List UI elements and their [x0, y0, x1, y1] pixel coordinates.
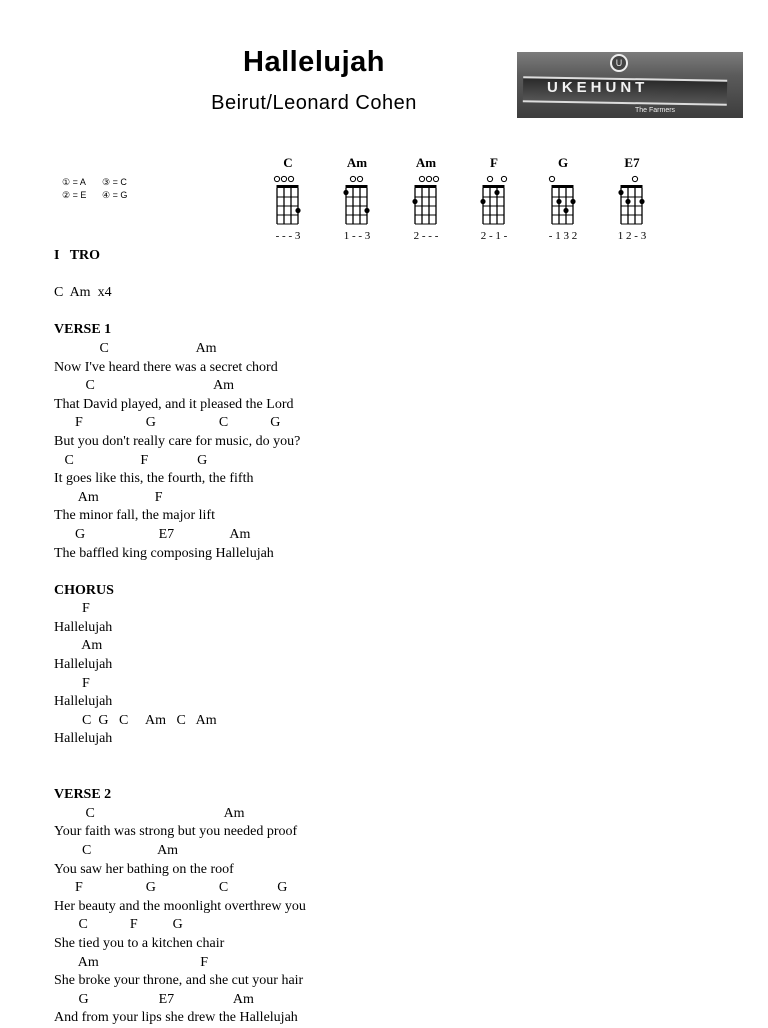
sheet-line: The baffled king composing Hallelujah	[54, 545, 274, 561]
nut	[415, 185, 437, 188]
sheet-line: She broke your throne, and she cut your hair	[54, 973, 304, 989]
legend-entry: ① = A	[62, 177, 86, 187]
legend-entry: ② = E	[62, 190, 87, 200]
sheet-line: The minor fall, the major lift	[54, 508, 215, 524]
sheet-line	[54, 266, 306, 285]
sheet-line	[54, 303, 306, 322]
sheet-line: C F G	[54, 452, 208, 468]
sheet-line: You saw her bathing on the roof	[54, 861, 234, 877]
sheet-line: And from your lips she drew the Hallelujah	[54, 1010, 298, 1026]
song-artist: Beirut/Leonard Cohen	[211, 92, 417, 114]
logo-small-text: The Farmers	[635, 107, 676, 114]
sheet-line: C G C Am C Am	[54, 712, 217, 728]
legend-row	[62, 176, 142, 189]
finger-dot	[618, 190, 623, 195]
open-string-marker	[487, 176, 492, 181]
chord-name: F	[490, 155, 498, 170]
logo-text: UKEHUNT	[547, 79, 649, 96]
chord-diagram	[411, 174, 441, 226]
open-string-marker	[274, 176, 279, 181]
nut	[346, 185, 368, 188]
nut	[552, 185, 574, 188]
chord-diagram	[548, 174, 578, 226]
sheet-line: Her beauty and the moonlight overthrew you	[54, 898, 306, 914]
sheet-line: Am	[54, 638, 103, 654]
sheet-line: But you don't really care for music, do you?	[54, 433, 301, 449]
open-string-marker	[419, 176, 424, 181]
finger-dot	[364, 208, 369, 213]
finger-dot	[295, 208, 300, 213]
open-string-marker	[501, 176, 506, 181]
finger-dot	[556, 199, 561, 204]
finger-dot	[570, 199, 575, 204]
open-string-marker	[632, 176, 637, 181]
sheet-line	[54, 749, 306, 768]
sheet-line: G E7 Am	[54, 526, 251, 542]
sheet-line: Hallelujah	[54, 619, 113, 635]
sheet-line: She tied you to a kitchen chair	[54, 935, 225, 951]
sheet-line: Am F	[54, 489, 163, 505]
chord-name: E7	[624, 155, 640, 170]
chord-fingering: 1 - - 3	[343, 230, 371, 242]
sheet-line: C Am x4	[54, 285, 112, 301]
open-string-marker	[433, 176, 438, 181]
sheet-line: F G C G	[54, 880, 288, 896]
sheet-line: Hallelujah	[54, 657, 113, 673]
open-string-marker	[426, 176, 431, 181]
chord-fingering: - - - 3	[275, 230, 301, 242]
chord-fingering: 1 2 - 3	[617, 230, 647, 242]
section-heading: I TRO	[54, 248, 101, 263]
section-heading: VERSE 2	[54, 787, 112, 803]
finger-dot	[343, 190, 348, 195]
chord-name: C	[283, 155, 293, 170]
chord-name: Am	[346, 155, 368, 170]
chord-name: G	[557, 155, 569, 170]
sheet-line: C F G	[54, 917, 183, 933]
sheet-line: Your faith was strong but you needed proof	[54, 824, 298, 840]
finger-dot	[494, 190, 499, 195]
sheet-line: Now I've heard there was a secret chord	[54, 359, 278, 375]
sheet-line	[54, 768, 306, 787]
chord-diagram	[617, 174, 647, 226]
sheet-line: F	[54, 601, 90, 617]
nut	[483, 185, 505, 188]
sheet-line	[54, 563, 306, 582]
string-legend	[62, 176, 142, 202]
sheet-line: That David played, and it pleased the Lord	[54, 396, 294, 412]
sheet-line: Hallelujah	[54, 731, 113, 747]
legend-row	[62, 189, 142, 202]
open-string-marker	[357, 176, 362, 181]
open-string-marker	[350, 176, 355, 181]
chord-fingering: 2 - - -	[413, 230, 439, 242]
logo-badge: U	[610, 54, 628, 72]
chord-fingering: 2 - 1 -	[480, 230, 508, 242]
legend-entry: ④ = G	[102, 190, 128, 200]
finger-dot	[412, 199, 417, 204]
sheet-line: C Am	[54, 805, 245, 821]
sheet-line: C Am	[54, 340, 217, 356]
open-string-marker	[281, 176, 286, 181]
finger-dot	[563, 208, 568, 213]
song-title: Hallelujah	[243, 46, 385, 78]
chord-diagram	[479, 174, 509, 226]
ukehunt-logo	[517, 52, 743, 118]
chord-name: Am	[415, 155, 437, 170]
nut	[621, 185, 643, 188]
sheet-line: Am F	[54, 954, 209, 970]
sheet-line: F G C G	[54, 415, 281, 431]
sheet-line: C Am	[54, 378, 235, 394]
lyrics-sheet	[54, 247, 306, 1028]
sheet-line: It goes like this, the fourth, the fifth	[54, 471, 254, 487]
legend-entry: ③ = C	[102, 177, 127, 187]
finger-dot	[625, 199, 630, 204]
chord-fingering: - 1 3 2	[548, 230, 578, 242]
section-heading: CHORUS	[54, 582, 114, 598]
finger-dot	[639, 199, 644, 204]
open-string-marker	[288, 176, 293, 181]
chord-diagram	[273, 174, 303, 226]
sheet-line: G E7 Am	[54, 991, 254, 1007]
nut	[277, 185, 299, 188]
sheet-line: Hallelujah	[54, 694, 113, 710]
sheet-line: F	[54, 675, 90, 691]
finger-dot	[480, 199, 485, 204]
sheet-line: C Am	[54, 843, 179, 858]
chord-diagram	[342, 174, 372, 226]
open-string-marker	[549, 176, 554, 181]
section-heading: VERSE 1	[54, 322, 112, 338]
